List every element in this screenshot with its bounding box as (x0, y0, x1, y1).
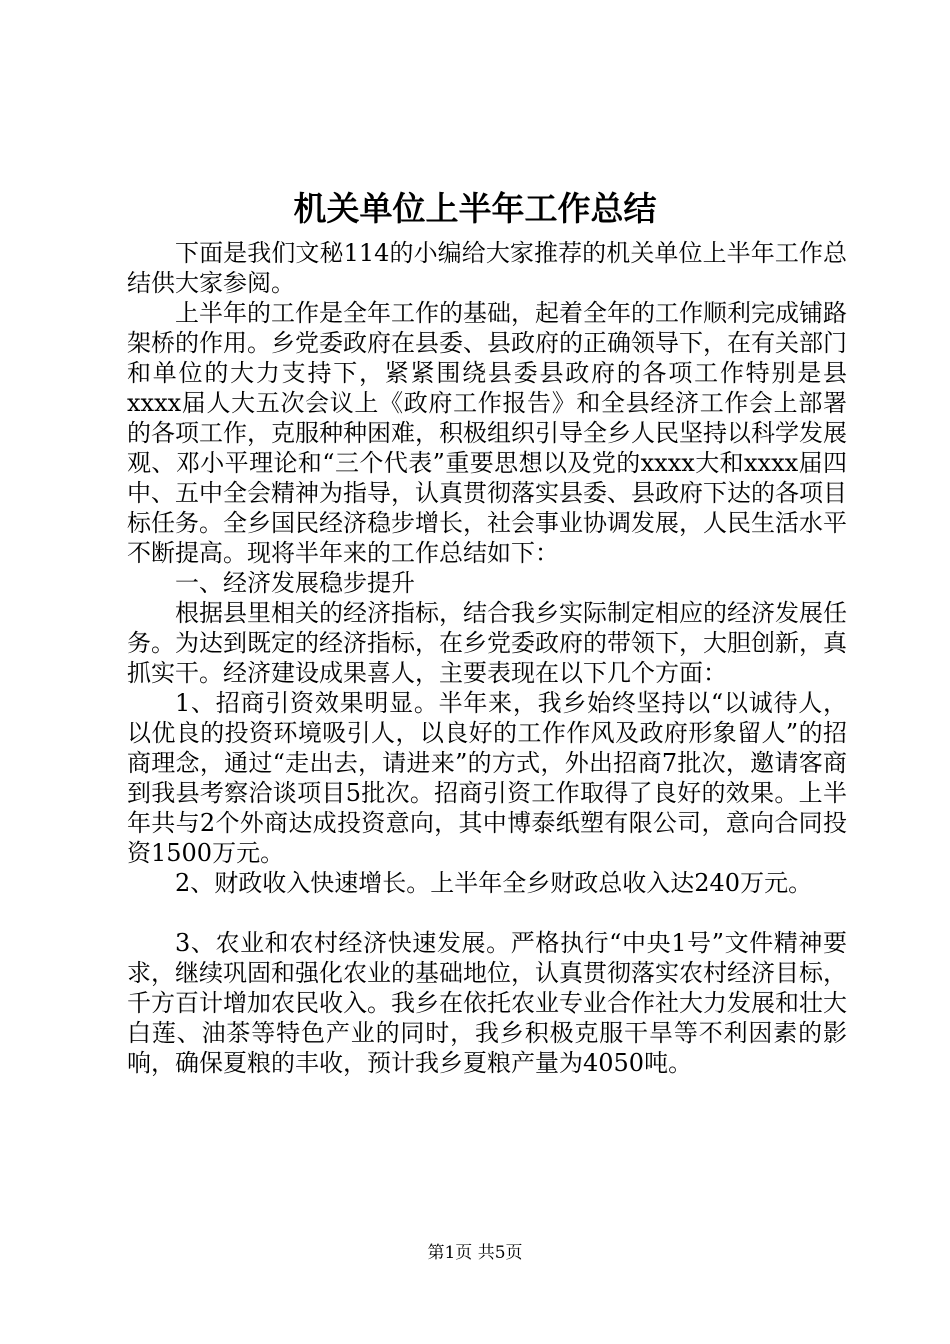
paragraph-investment: 1、招商引资效果明显。半年来，我乡始终坚持以“以诚待人，以优良的投资环境吸引人，以良好的工作作风及政府形象留人”的招商理念，通过“走出去，请进来”的方式，外出招商7批次，邀请客商到我县考察洽谈项目5批次。招商引资工作取得了良好的效果。上半年共与2个外商达成投资意向，其中博泰纸塑有限公司，意向合同投资1500万元。 (127, 689, 847, 867)
paragraph-intro: 下面是我们文秘114的小编给大家推荐的机关单位上半年工作总结供大家参阅。 (127, 239, 847, 297)
page-footer (0, 1241, 950, 1265)
page-title: 机关单位上半年工作总结 (293, 189, 657, 228)
paragraph-overview: 上半年的工作是全年工作的基础，起着全年的工作顺利完成铺路架桥的作用。乡党委政府在县委、县政府的正确领导下，在有关部门和单位的大力支持下，紧紧围绕县委县政府的各项工作特别是县xxxx届人大五次会议上《政府工作报告》和全县经济工作会上部署的各项工作，克服种种困难，积极组织引导全乡人民坚持以科学发展观、邓小平理论和“三个代表”重要思想以及党的xxxx大和xxxx届四中、五中全会精神为指导，认真贯彻落实县委、县政府下达的各项目标任务。全乡国民经济稳步增长，社会事业协调发展，人民生活水平不断提高。现将半年来的工作总结如下： (127, 299, 847, 567)
page-total: 共5页 (477, 1243, 523, 1263)
document-body (127, 238, 847, 1078)
page-number: 第1页 (427, 1243, 473, 1263)
paragraph-agriculture: 3、农业和农村经济快速发展。严格执行“中央1号”文件精神要求，继续巩固和强化农业的基础地位，认真贯彻落实农村经济目标，千方百计增加农民收入。我乡在依托农业专业合作社大力发展和壮大白莲、油茶等特色产业的同时，我乡积极克服干旱等不利因素的影响，确保夏粮的丰收，预计我乡夏粮产量为4050吨。 (127, 929, 847, 1077)
paragraph-economy: 根据县里相关的经济指标，结合我乡实际制定相应的经济发展任务。为达到既定的经济指标，在乡党委政府的带领下，大胆创新，真抓实干。经济建设成果喜人，主要表现在以下几个方面： (127, 599, 847, 687)
section-heading: 一、经济发展稳步提升 (175, 569, 415, 597)
paragraph-finance: 2、财政收入快速增长。上半年全乡财政总收入达240万元。 (175, 869, 813, 897)
